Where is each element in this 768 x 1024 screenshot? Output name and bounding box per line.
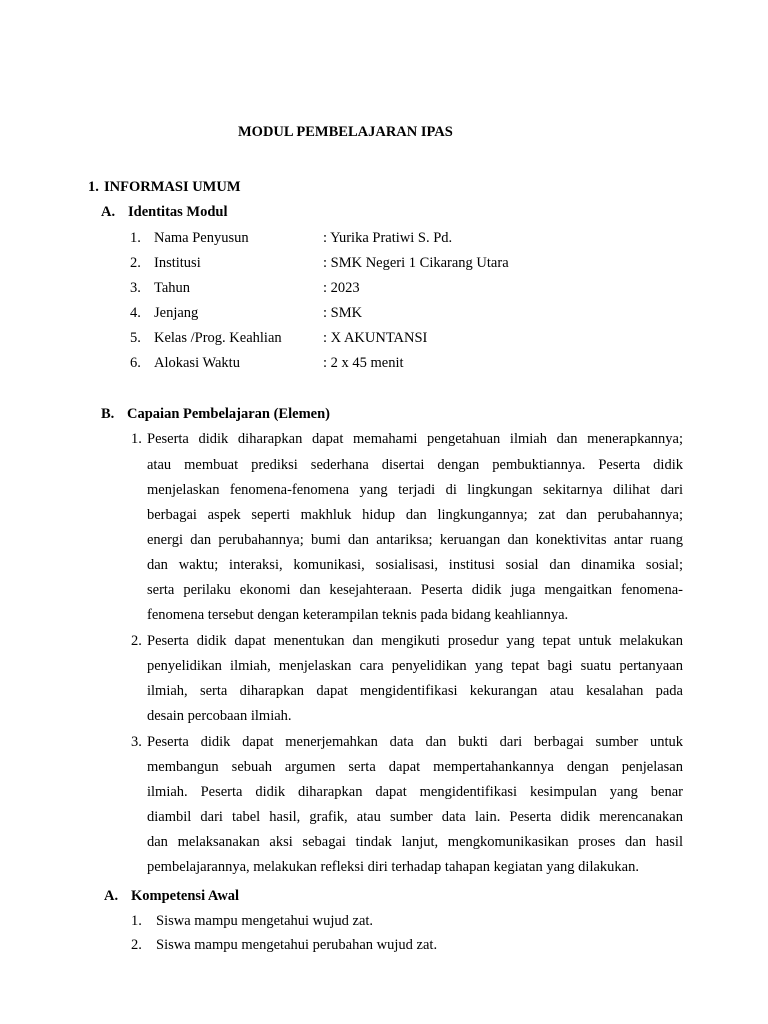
field-label: Kelas /Prog. Keahlian: [154, 330, 282, 346]
field-value: : SMK Negeri 1 Cikarang Utara: [323, 255, 509, 271]
paragraph-line: menjelaskan fenomena-fenomena yang terjadi di lingkungan sekitarnya dilihat dari: [147, 482, 683, 498]
paragraph-line: energi dan perubahannya; bumi dan antariksa; keruangan dan konektivitas antar ruang: [147, 532, 683, 548]
section-number: 1.: [88, 179, 99, 195]
field-value: : 2023: [323, 280, 360, 296]
list-number: 1.: [131, 913, 142, 929]
paragraph-line: Peserta didik dapat menerjemahkan data dan bukti dari berbagai sumber untuk: [147, 734, 683, 750]
paragraph-line: dan melaksanakan aksi sebagai tindak lanjut, mengkomunikasikan proses dan hasil: [147, 834, 683, 850]
subsection-letter: A.: [101, 204, 116, 220]
subsection-letter: A.: [104, 888, 119, 904]
list-number: 3.: [131, 734, 142, 750]
list-item: Siswa mampu mengetahui wujud zat.: [156, 913, 374, 929]
list-number: 3.: [130, 280, 141, 296]
field-value: : X AKUNTANSI: [323, 330, 428, 346]
subsection-heading: Identitas Modul: [128, 204, 228, 220]
paragraph-line: ilmiah. Peserta didik diharapkan dapat mengidentifikasi kesimpulan yang benar: [147, 784, 683, 800]
field-label: Alokasi Waktu: [154, 355, 240, 371]
paragraph-line: penyelidikan ilmiah, menjelaskan cara penyelidikan yang tepat bagi suatu pertanyaan: [147, 658, 683, 674]
paragraph-line: pembelajarannya, melakukan refleksi diri terhadap tahapan kegiatan yang dilakukan.: [147, 859, 639, 875]
field-label: Jenjang: [154, 305, 199, 321]
list-number: 1.: [130, 230, 141, 246]
list-number: 2.: [131, 937, 142, 953]
subsection-heading: Kompetensi Awal: [131, 888, 240, 904]
paragraph-line: fenomena tersebut dengan keterampilan teknis pada bidang keahliannya.: [147, 607, 569, 623]
paragraph-line: ilmiah, serta diharapkan dapat mengidentifikasi kekurangan atau kesalahan pada: [147, 683, 683, 699]
subsection-heading: Capaian Pembelajaran (Elemen): [127, 406, 330, 422]
field-label: Nama Penyusun: [154, 230, 249, 246]
field-value: : 2 x 45 menit: [323, 355, 404, 371]
paragraph-line: Peserta didik diharapkan dapat memahami pengetahuan ilmiah dan menerapkannya;: [147, 431, 683, 447]
paragraph-line: desain percobaan ilmiah.: [147, 708, 292, 724]
paragraph-line: Peserta didik dapat menentukan dan mengikuti prosedur yang tepat untuk melakukan: [147, 633, 683, 649]
list-item: Siswa mampu mengetahui perubahan wujud zat.: [156, 937, 438, 953]
paragraph-line: serta perilaku ekonomi dan kesejahteraan. Peserta didik juga mengaitkan fenomena-: [147, 582, 683, 598]
list-number: 2.: [130, 255, 141, 271]
field-label: Institusi: [154, 255, 201, 271]
paragraph-line: diambil dari tabel hasil, grafik, atau sumber data lain. Peserta didik merencanakan: [147, 809, 683, 825]
list-number: 1.: [131, 431, 142, 447]
list-number: 2.: [131, 633, 142, 649]
paragraph-line: berbagai aspek seperti makhluk hidup dan lingkungannya; zat dan perubahannya;: [147, 507, 683, 523]
paragraph-line: atau membuat prediksi sederhana disertai dengan pembuktiannya. Peserta didik: [147, 457, 683, 473]
field-value: : Yurika Pratiwi S. Pd.: [323, 230, 453, 246]
paragraph-line: membangun sebuah argumen serta dapat mempertahankannya dengan penjelasan: [147, 759, 683, 775]
list-number: 5.: [130, 330, 141, 346]
field-label: Tahun: [154, 280, 191, 296]
paragraph-line: dan waktu; interaksi, komunikasi, sosialisasi, institusi sosial dan dinamika sosial;: [147, 557, 683, 573]
field-value: : SMK: [323, 305, 363, 321]
list-number: 4.: [130, 305, 141, 321]
page-title: MODUL PEMBELAJARAN IPAS: [238, 124, 453, 140]
list-number: 6.: [130, 355, 141, 371]
subsection-letter: B.: [101, 406, 115, 422]
section-heading: INFORMASI UMUM: [104, 179, 241, 195]
